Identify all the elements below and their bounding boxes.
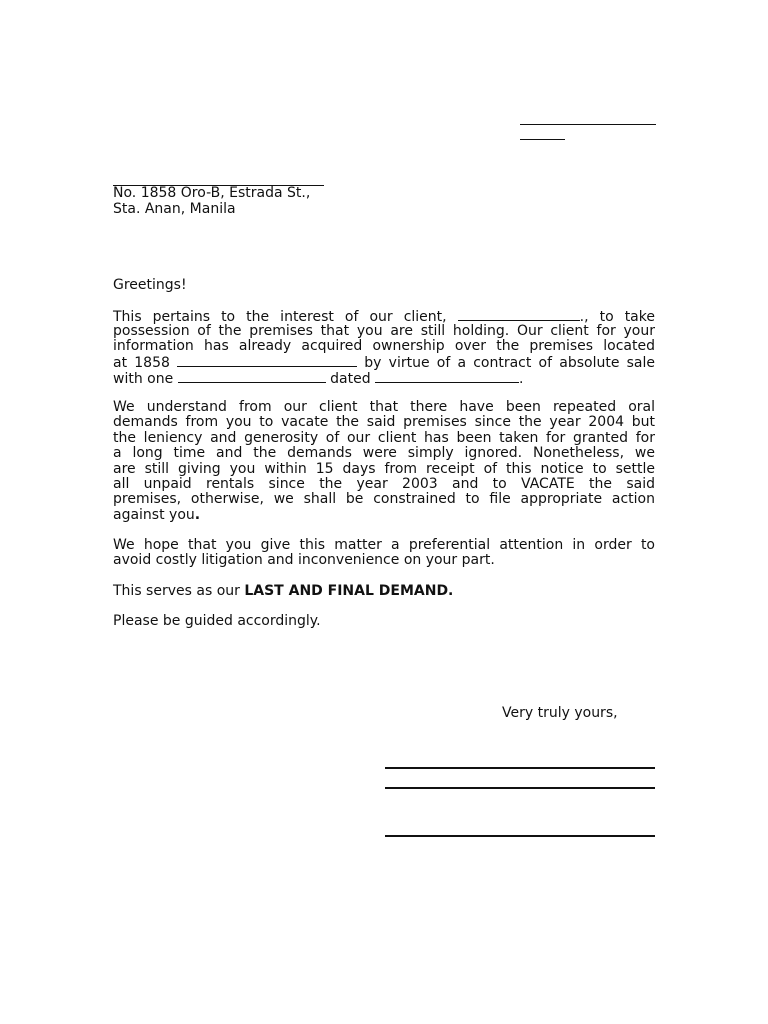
para3-line-2: avoid costly litigation and inconvenience on your part. xyxy=(113,552,495,568)
address-line-1: No. 1858 Oro-B, Estrada St., xyxy=(113,185,311,201)
para2-l8-text: against you xyxy=(113,507,195,523)
para2-line-4: a long time and the demands were simply ignored. Nonetheless, we xyxy=(113,445,655,461)
date-blank-line-1 xyxy=(520,124,656,125)
para2-line-7: premises, otherwise, we shall be constrained to file appropriate action xyxy=(113,491,655,507)
signature-line-2 xyxy=(385,787,655,789)
para1-l5-text-c: . xyxy=(519,371,524,387)
para1-line-3: information has already acquired ownership over the premises located xyxy=(113,338,655,354)
property-address-blank xyxy=(177,354,357,367)
para1-text-a: This pertains to the interest of our client, xyxy=(113,309,447,325)
address-line-2: Sta. Anan, Manila xyxy=(113,201,236,217)
seller-name-blank xyxy=(178,370,326,383)
para2-line-5: are still giving you within 15 days from receipt of this notice to settle xyxy=(113,461,655,477)
date-blank-line-2 xyxy=(520,139,565,140)
para1-line-4 xyxy=(113,354,655,371)
final-demand-prefix: This serves as our xyxy=(113,583,240,599)
signature-line-3 xyxy=(385,835,655,837)
para1-line-2: possession of the premises that you are still holding. Our client for your xyxy=(113,323,655,339)
para3-line-1: We hope that you give this matter a preferential attention in order to xyxy=(113,537,655,553)
para2-line-1: We understand from our client that there have been repeated oral xyxy=(113,399,655,415)
para2-l8-period: . xyxy=(194,507,201,523)
para2-line-3: the leniency and generosity of our client has been taken for granted for xyxy=(113,430,655,446)
client-name-blank xyxy=(458,308,580,321)
final-demand-line xyxy=(113,584,453,599)
para1-l5-text-a: with one xyxy=(113,371,174,387)
para2-line-6: all unpaid rentals since the year 2003 and to VACATE the said xyxy=(113,476,655,492)
closing: Very truly yours, xyxy=(502,705,618,721)
para1-l5-text-b: dated xyxy=(330,371,371,387)
greeting: Greetings! xyxy=(113,277,187,293)
para2-line-8 xyxy=(113,508,200,523)
contract-date-blank xyxy=(375,370,519,383)
guided-line: Please be guided accordingly. xyxy=(113,613,321,629)
signature-line-1 xyxy=(385,767,655,769)
para1-l4-text-b: by virtue of a contract of absolute sale xyxy=(364,355,656,371)
para1-text-b: ., to take xyxy=(579,309,655,325)
final-demand-emphasis: LAST AND FINAL DEMAND. xyxy=(244,583,454,599)
para1-l4-text-a: at 1858 xyxy=(113,355,170,371)
para1-line-5 xyxy=(113,370,524,387)
para2-line-2: demands from you to vacate the said premises since the year 2004 but xyxy=(113,414,655,430)
